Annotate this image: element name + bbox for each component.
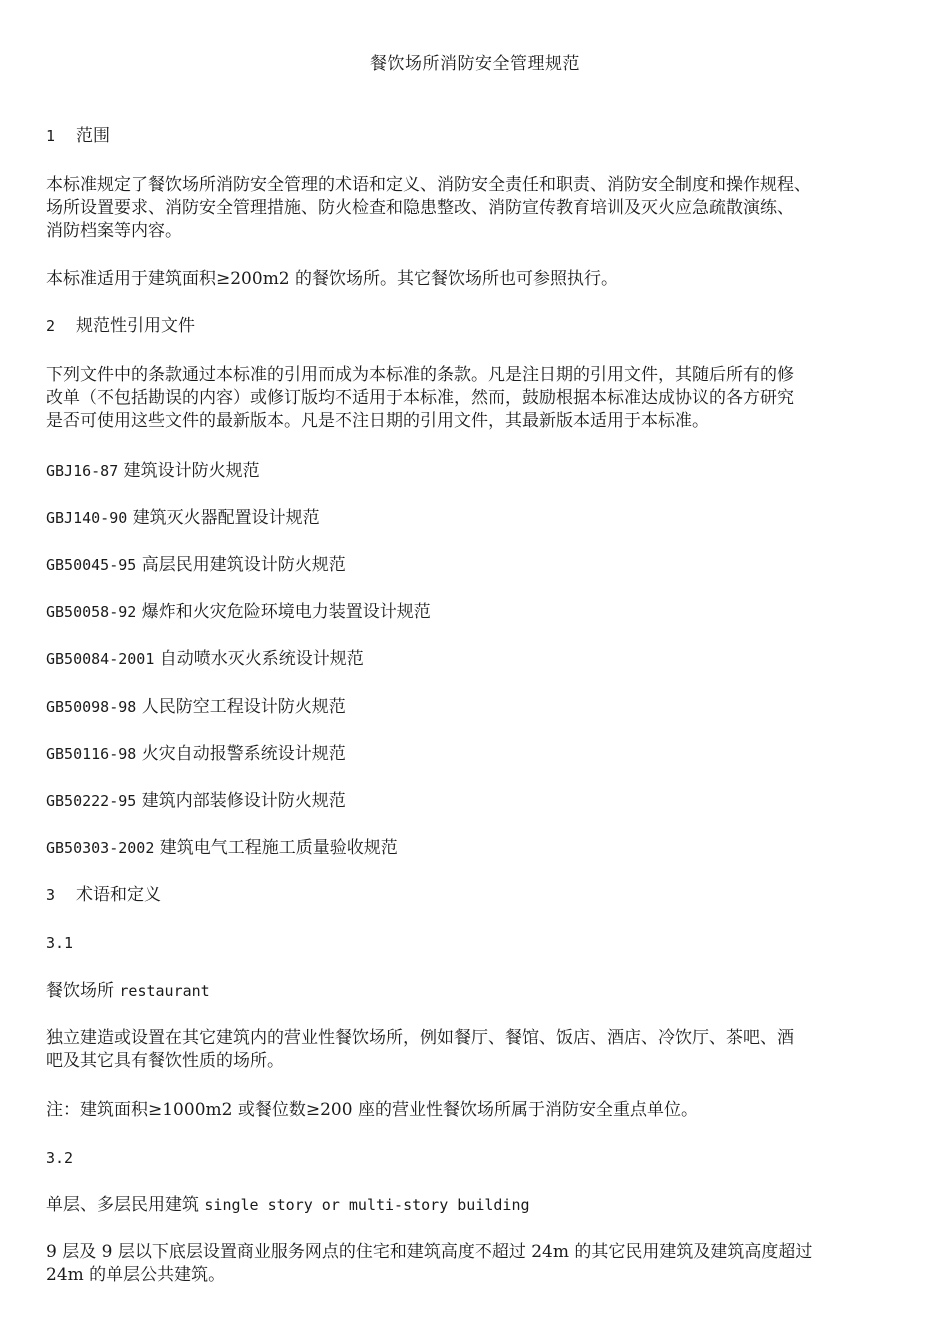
document-title: 餐饮场所消防安全管理规范 <box>370 54 580 74</box>
section-title: 规范性引用文件 <box>76 316 195 336</box>
paragraph-line: 本标准规定了餐饮场所消防安全管理的术语和定义、消防安全责任和职责、消防安全制度和操作规程、 <box>46 175 811 195</box>
term-number: 3.1 <box>46 934 74 952</box>
reference-name: 建筑内部装修设计防火规范 <box>141 791 346 811</box>
term-chinese: 单层、多层民用建筑 <box>46 1195 199 1215</box>
reference-code: GB50116-98 <box>46 745 137 763</box>
term-number: 3.2 <box>46 1149 74 1167</box>
paragraph-line: 是否可使用这些文件的最新版本。凡是不注日期的引用文件，其最新版本适用于本标准。 <box>46 411 709 431</box>
section-heading-2 <box>46 315 908 338</box>
term-note: 注：建筑面积≥1000m2 或餐位数≥200 座的营业性餐饮场所属于消防安全重点单位。 <box>46 1100 698 1120</box>
scope-paragraph-1 <box>46 174 908 243</box>
paragraph-line: 场所设置要求、消防安全管理措施、防火检查和隐患整改、消防宣传教育培训及灭火应急疏散演练、 <box>46 198 794 218</box>
reference-name: 高层民用建筑设计防火规范 <box>141 555 346 575</box>
paragraph-line: 独立建造或设置在其它建筑内的营业性餐饮场所，例如餐厅、餐馆、饭店、酒店、冷饮厅、茶吧、酒 <box>46 1028 794 1048</box>
term-title <box>46 980 908 1003</box>
reference-item <box>46 790 908 813</box>
paragraph-line: 改单（不包括勘误的内容）或修订版均不适用于本标准，然而，鼓励根据本标准达成协议的各方研究 <box>46 388 794 408</box>
paragraph-line: 24m 的单层公共建筑。 <box>46 1265 226 1285</box>
reference-name: 建筑电气工程施工质量验收规范 <box>159 838 398 858</box>
paragraph-line: 消防档案等内容。 <box>46 221 182 241</box>
reference-code: GB50058-92 <box>46 603 137 621</box>
section-title: 范围 <box>76 126 110 146</box>
term-chinese: 餐饮场所 <box>46 981 114 1001</box>
paragraph-line: 吧及其它具有餐饮性质的场所。 <box>46 1051 284 1071</box>
section-heading-3 <box>46 884 908 907</box>
reference-name: 自动喷水灭火系统设计规范 <box>159 649 364 669</box>
reference-item <box>46 507 908 530</box>
reference-name: 火灾自动报警系统设计规范 <box>141 744 346 764</box>
term-english: single story or multi-story building <box>204 1196 530 1214</box>
reference-code: GBJ16-87 <box>46 462 119 480</box>
references-intro <box>46 364 908 433</box>
reference-item <box>46 648 908 671</box>
paragraph-line: 9 层及 9 层以下底层设置商业服务网点的住宅和建筑高度不超过 24m 的其它民用建筑及建筑高度超过 <box>46 1242 813 1262</box>
term-title <box>46 1194 908 1217</box>
reference-name: 人民防空工程设计防火规范 <box>141 697 346 717</box>
reference-code: GB50098-98 <box>46 698 137 716</box>
reference-item <box>46 743 908 766</box>
reference-name: 建筑灭火器配置设计规范 <box>132 508 320 528</box>
reference-code: GB50084-2001 <box>46 650 155 668</box>
reference-name: 建筑设计防火规范 <box>123 461 260 481</box>
scope-paragraph-2: 本标准适用于建筑面积≥200m2 的餐饮场所。其它餐饮场所也可参照执行。 <box>46 269 619 289</box>
section-title: 术语和定义 <box>76 885 161 905</box>
reference-code: GBJ140-90 <box>46 509 128 527</box>
reference-item <box>46 554 908 577</box>
section-number: 2 <box>46 317 56 335</box>
section-number: 3 <box>46 886 56 904</box>
reference-name: 爆炸和火灾危险环境电力装置设计规范 <box>141 602 431 622</box>
section-heading-1 <box>46 125 908 148</box>
reference-code: GB50303-2002 <box>46 839 155 857</box>
reference-item <box>46 837 908 860</box>
term-definition <box>46 1027 908 1073</box>
reference-code: GB50222-95 <box>46 792 137 810</box>
paragraph-line: 下列文件中的条款通过本标准的引用而成为本标准的条款。凡是注日期的引用文件，其随后所有的修 <box>46 365 794 385</box>
reference-item <box>46 696 908 719</box>
term-english: restaurant <box>119 982 210 1000</box>
reference-item <box>46 460 908 483</box>
section-number: 1 <box>46 127 56 145</box>
reference-code: GB50045-95 <box>46 556 137 574</box>
reference-item <box>46 601 908 624</box>
term-definition <box>46 1241 908 1287</box>
